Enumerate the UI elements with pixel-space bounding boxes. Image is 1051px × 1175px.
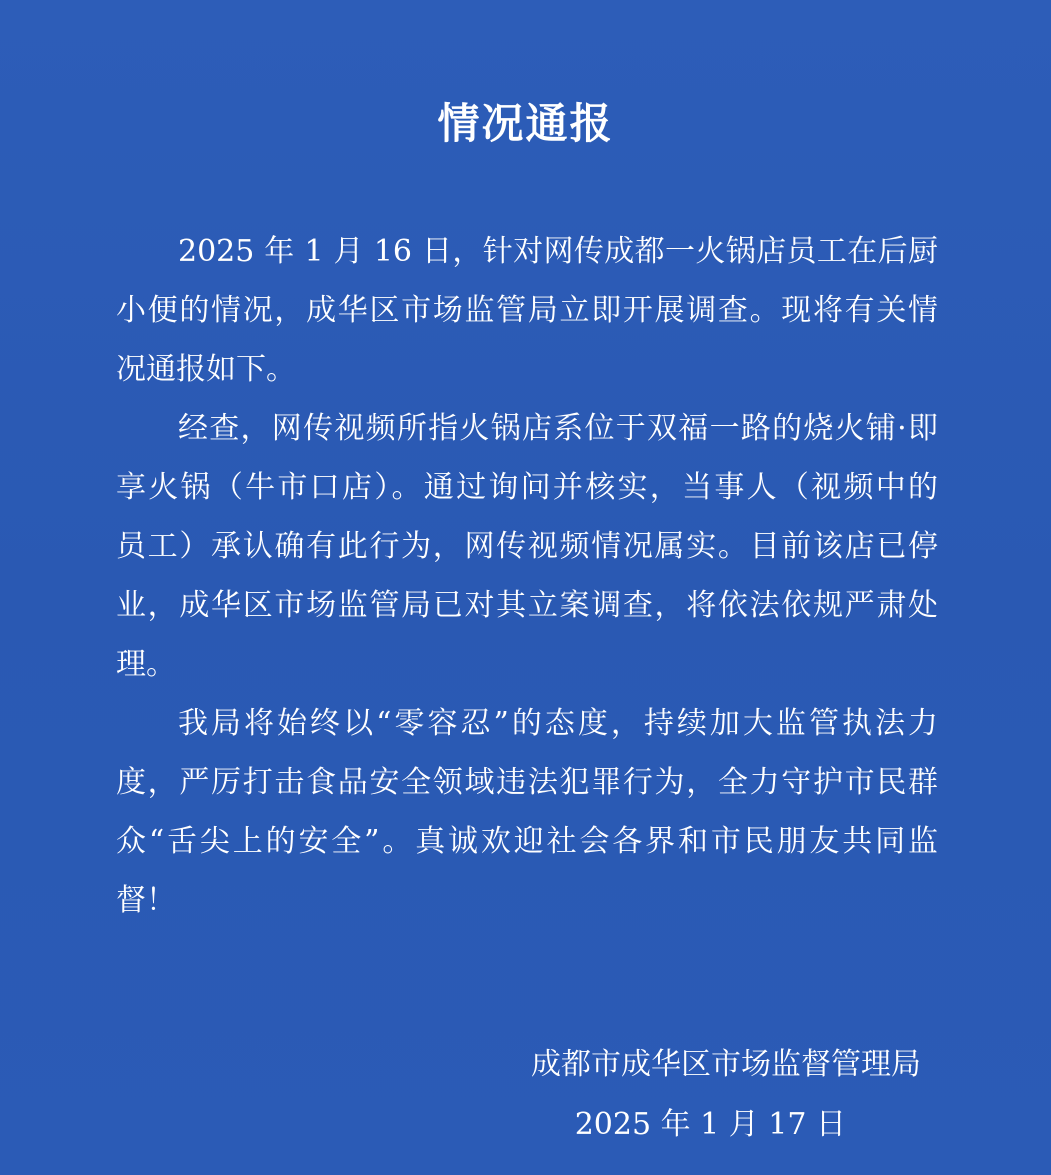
paragraph-2-line-1: 经查，网传视频所指火锅店系位于双福一路的烧火铺·即 bbox=[178, 411, 938, 446]
paragraph-1-line-2: 小便的情况，成华区市场监管局立即开展调查。现将有关情 bbox=[116, 293, 938, 328]
paragraph-3-line-4: 督！ bbox=[116, 883, 176, 918]
paragraph-1-line-3: 况通报如下。 bbox=[116, 352, 296, 387]
notice-body bbox=[116, 222, 938, 930]
paragraph-2-line-2: 享火锅（牛市口店）。通过询问并核实，当事人（视频中的 bbox=[116, 470, 938, 505]
paragraph-1-line-1: 2025 年 1 月 16 日，针对网传成都一火锅店员工在后厨 bbox=[178, 234, 938, 269]
issuer-name: 成都市成华区市场监督管理局 bbox=[531, 1047, 921, 1082]
issue-date: 2025 年 1 月 17 日 bbox=[574, 1107, 846, 1142]
paragraph-3-line-2: 度，严厉打击食品安全领域违法犯罪行为，全力守护市民群 bbox=[116, 765, 938, 800]
paragraph-2-line-3: 员工）承认确有此行为，网传视频情况属实。目前该店已停 bbox=[116, 529, 938, 564]
paragraph-3-line-1: 我局将始终以“零容忍”的态度，持续加大监管执法力 bbox=[178, 706, 938, 741]
paragraph-2-line-4: 业，成华区市场监管局已对其立案调查，将依法依规严肃处 bbox=[116, 588, 938, 623]
paragraph-2-line-5: 理。 bbox=[116, 647, 176, 682]
notice-title: 情况通报 bbox=[437, 99, 614, 148]
paragraph-3-line-3: 众“舌尖上的安全”。真诚欢迎社会各界和市民朋友共同监 bbox=[116, 824, 938, 859]
